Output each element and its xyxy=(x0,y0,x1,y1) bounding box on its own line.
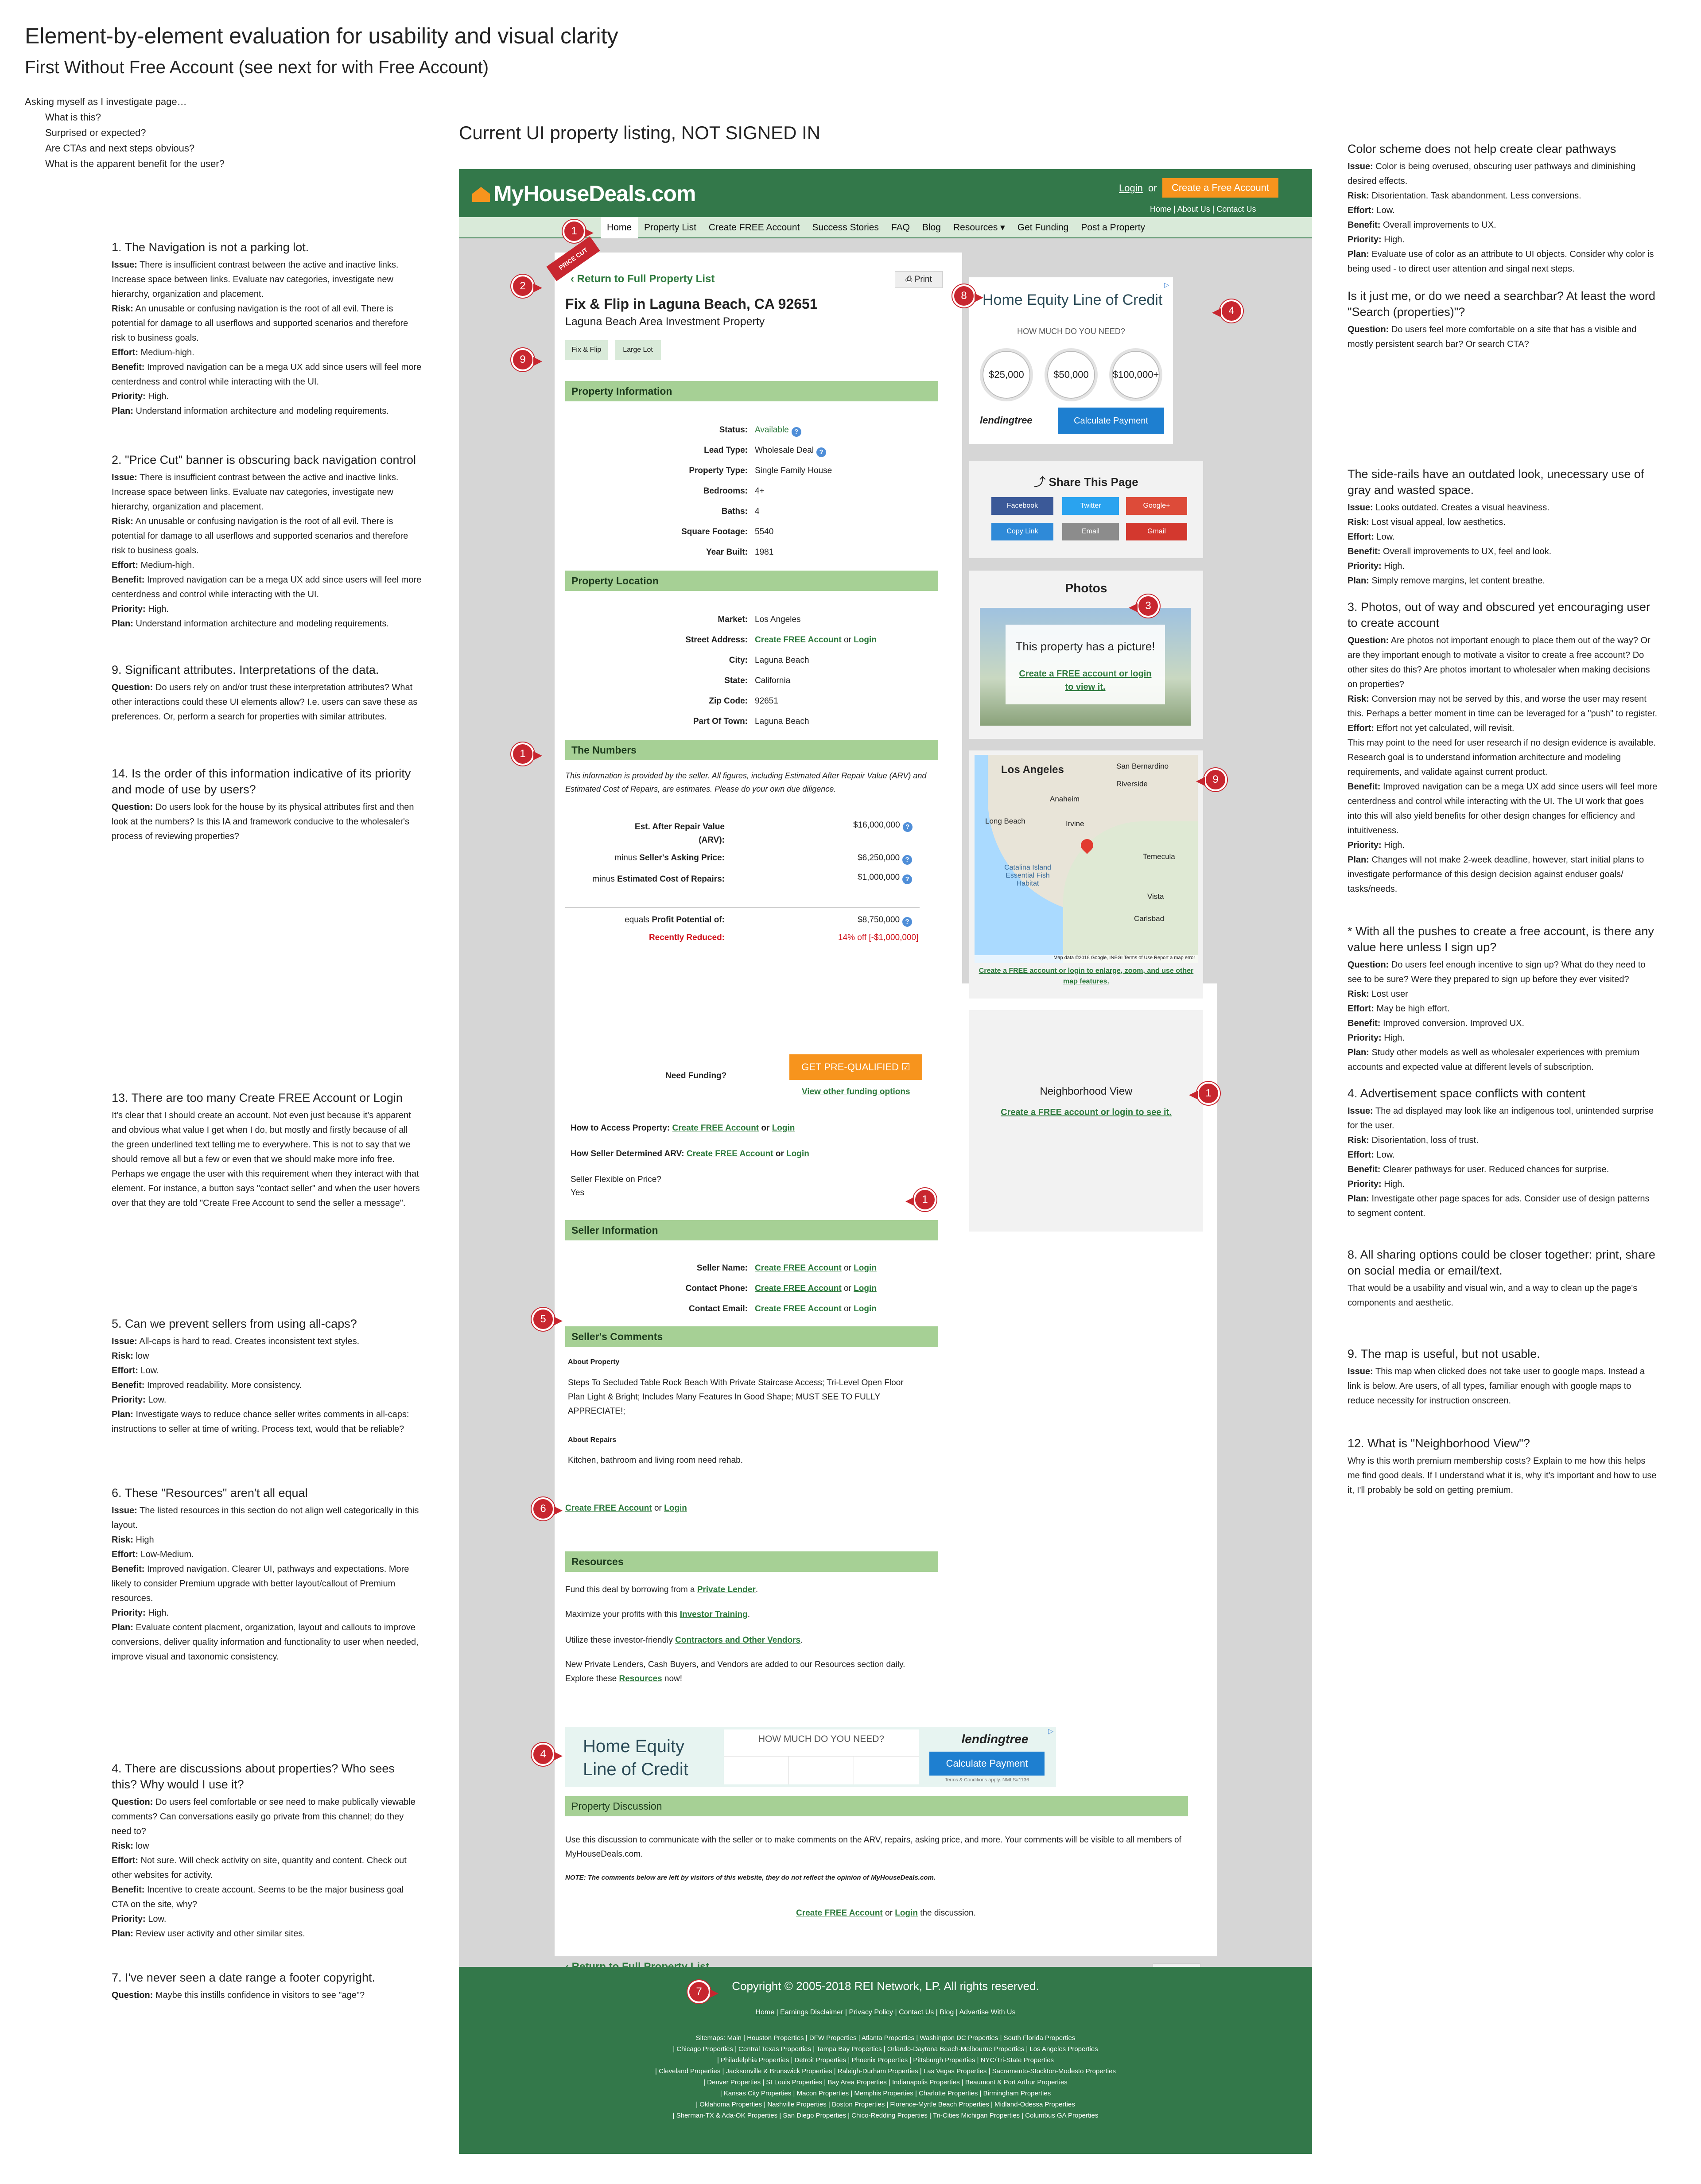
left-note xyxy=(112,1760,422,1941)
share-title: ⤴ Share This Page xyxy=(1034,475,1138,489)
note-line: Plan: Study other models as well as wholesaler experiences with premium accounts and expected value at different levels of subscription. xyxy=(1348,1048,1640,1072)
nav-item[interactable]: Blog xyxy=(922,222,941,233)
neighborhood-title: Neighborhood View xyxy=(1040,1085,1133,1097)
info-row: Year Built: 1981 xyxy=(706,548,774,557)
twitter-button[interactable]: Twitter xyxy=(1062,497,1119,515)
discussion-text: Use this discussion to communicate with the seller or to make comments on the ARV, repairs, asking price, and more. Your comments will be visible to all members of MyHouseDeals.com. xyxy=(565,1835,1181,1859)
funding-options-link[interactable]: View other funding options xyxy=(802,1087,910,1096)
info-row: Status: Available ? xyxy=(565,425,938,445)
note-line: Issue: This map when clicked does not take user to google maps. Instead a link is below. Are users, of all types, familiar enough with google maps to reduce necessity for instruction onscreen. xyxy=(1348,1367,1645,1406)
badge-5: 5 xyxy=(532,1308,555,1331)
badge-2: 2 xyxy=(511,275,534,298)
about-property-text: Steps To Secluded Table Rock Beach With Private Staircase Access; Tri-Level Open Floor Plan Light & Bright; Includes Many Features In Good Shape; MUST SEE TO FULLY APPRECIATE!; xyxy=(568,1378,904,1416)
badge-6: 6 xyxy=(532,1497,555,1520)
property-title: Fix & Flip in Laguna Beach, CA 92651 xyxy=(565,296,818,312)
note-line: Benefit: Overall improvements to UX, feel and look. xyxy=(1348,547,1552,556)
ui-title: Current UI property listing, NOT SIGNED IN xyxy=(459,122,821,143)
note-title: 3. Photos, out of way and obscured yet encouraging user to create account xyxy=(1348,600,1650,630)
info-row: Market: Los Angeles xyxy=(718,615,801,624)
note-title: 4. There are discussions about properties? Who sees this? Why would I use it? xyxy=(112,1762,395,1791)
note-line: Issue: Color is being overused, obscuring user pathways and diminishing desired effects. xyxy=(1348,162,1636,186)
info-row: Part Of Town: Laguna Beach xyxy=(693,717,809,726)
note-line: Issue: All-caps is hard to read. Creates inconsistent text styles. xyxy=(112,1337,360,1346)
ad-question: HOW MUCH DO YOU NEED? xyxy=(1017,327,1125,336)
seller-row: Contact Phone: Create FREE Account or Login xyxy=(685,1284,877,1293)
help-icon[interactable]: ? xyxy=(792,427,801,437)
note-line: Priority: Low. xyxy=(112,1914,167,1924)
note-line: Priority: High. xyxy=(112,392,169,401)
badge-8: 8 xyxy=(952,284,975,307)
ad-wide-option[interactable] xyxy=(789,1757,854,1784)
note-line: Risk: An unusable or confusing navigation is the root of all evil. There is potential for damage to all userflows and supported scenarios and therefore risk to business goals. xyxy=(112,304,408,343)
note-line: Plan: Review user activity and other similar sites. xyxy=(112,1929,305,1939)
photos-box xyxy=(969,571,1203,739)
login-link[interactable]: Login xyxy=(1119,183,1143,194)
note-line: Plan: Investigate ways to reduce chance seller writes comments in all-caps: instructions to seller at time of writing. Process text, would that be reliable? xyxy=(112,1410,409,1434)
resource-lender: Fund this deal by borrowing from a Private Lender. xyxy=(565,1585,758,1594)
comments-cta: Create FREE Account or Login xyxy=(565,1504,687,1513)
ad-wide-title: Home Equity Line of Credit xyxy=(583,1737,688,1779)
info-row: Lead Type: Wholesale Deal ? xyxy=(565,446,938,465)
section-seller: Seller Information xyxy=(565,1220,938,1240)
ad-box[interactable] xyxy=(969,277,1173,444)
note-line: Risk: Conversion may not be served by this, and worse the user may resent this. Perhaps a better moment in time can be leveraged for a "push" to register. xyxy=(1348,694,1658,719)
sitemap-line[interactable]: | Denver Properties | St Louis Properties | Bay Area Properties | Indianapolis Properties | Beaumont & Port Arthur Properties xyxy=(703,2079,1068,2086)
note-line: Risk: low xyxy=(112,1841,149,1851)
print-button[interactable]: ⎙ Print xyxy=(895,271,943,288)
note-line: That would be a usability and visual win, and a way to clean up the page's components and aesthetic. xyxy=(1348,1283,1638,1308)
footer-links[interactable]: Home | Earnings Disclaimer | Privacy Policy | Contact Us | Blog | Advertise With Us xyxy=(755,2009,1016,2016)
right-note xyxy=(1348,923,1658,1075)
about-repairs-text: Kitchen, bathroom and living room need rehab. xyxy=(568,1456,743,1465)
price-cut-ribbon: PRICE CUT xyxy=(546,236,600,281)
note-line: Effort: May be high effort. xyxy=(1348,1004,1450,1014)
profit-value: $8,750,000 ? xyxy=(858,915,912,927)
note-line: Effort: Medium-high. xyxy=(112,348,194,358)
nav-item[interactable]: Success Stories xyxy=(812,222,879,233)
map-attribution: Map data ©2018 Google, INEGI Terms of Use Report a map error xyxy=(975,955,1198,963)
footer xyxy=(459,1967,1312,2154)
photo-cta[interactable]: Create a FREE account or login to view it. xyxy=(1019,669,1152,692)
divider xyxy=(565,907,920,908)
note-line: Question: Do users feel more comfortable on a site that has a visible and mostly persistent search bar? Or search CTA? xyxy=(1348,325,1637,349)
note-line: Effort: Low-Medium. xyxy=(112,1550,194,1559)
numbers-table xyxy=(565,820,946,989)
note-line: Priority: Low. xyxy=(112,1395,167,1405)
note-title: 9. Significant attributes. Interpretations of the data. xyxy=(112,663,379,676)
note-line: Effort: Low. xyxy=(1348,532,1395,542)
note-line: Benefit: Improved conversion. Improved UX. xyxy=(1348,1018,1525,1028)
badge-1: 1 xyxy=(913,1188,936,1211)
right-note xyxy=(1348,1435,1658,1498)
ad-wide-option[interactable] xyxy=(724,1757,789,1784)
note-line: Risk: Lost user xyxy=(1348,989,1408,999)
resource-vendors: Utilize these investor-friendly Contractors and Other Vendors. xyxy=(565,1636,803,1645)
numbers-disclaimer: This information is provided by the seller. All figures, including Estimated After Repair Value (ARV) and Estimated Cost of Repairs, are estimates. Please do your own due diligence. xyxy=(565,771,927,793)
note-line: Risk: Disorientation. Task abandonment. Less conversions. xyxy=(1348,191,1581,201)
tag-fix-flip[interactable]: Fix & Flip xyxy=(565,340,608,360)
right-note xyxy=(1348,288,1658,352)
ad-wide-brand: lendingtree xyxy=(961,1732,1029,1746)
chevron-left-icon: ‹ xyxy=(571,273,577,285)
note-title: * With all the pushes to create a free account, is there any value here unless I sign up? xyxy=(1348,925,1654,954)
seller-row: Contact Email: Create FREE Account or Login xyxy=(688,1304,877,1314)
note-line: Issue: There is insufficient contrast between the active and inactive links. Increase space between links. Evaluate nav categories, investigate new hierarchy, organization and placement. xyxy=(112,473,399,512)
map-label: Carlsbad xyxy=(1134,914,1165,923)
info-row: State: California xyxy=(724,676,791,685)
note-line: Priority: High. xyxy=(1348,840,1405,850)
note-line: Question: Do users feel enough incentive to sign up? What do they need to see to be sure? Were they prepared to sign up before they ever visited? xyxy=(1348,960,1646,984)
note-line: Question: Are photos not important enough to place them out of the way? Or are they important enough to motivate a visitor to create a free account? Do other sites do this? Are photos imortant to wholesaler when making decisions on properties? xyxy=(1348,636,1651,689)
note-line: Effort: Medium-high. xyxy=(112,560,194,570)
resource-more: New Private Lenders, Cash Buyers, and Vendors are added to our Resources section daily. Explore these Resources now! xyxy=(565,1660,905,1683)
map-label: Temecula xyxy=(1143,852,1175,861)
note-line: Question: Do users feel comfortable or see need to make publically viewable comments? Can conversations easily go private from this channel; do they need to? xyxy=(112,1797,416,1836)
neighborhood-cta[interactable]: Create a FREE account or login to see it. xyxy=(1001,1108,1172,1117)
note-line: Plan: Evaluate use of color as an attribute to UI objects. Consider why color is being used - to direct user attention and singal next steps. xyxy=(1348,249,1654,274)
listing-page xyxy=(555,246,1217,1956)
note-line: Benefit: Incentive to create account. Seems to be the major business goal CTA on the site, why? xyxy=(112,1885,404,1909)
note-line: Priority: High. xyxy=(1348,235,1405,245)
profit-label: equals Profit Potential of: xyxy=(625,915,725,925)
right-note xyxy=(1348,599,1658,897)
ui-frame xyxy=(459,169,1312,2154)
note-line: Issue: The listed resources in this section do not align well categorically in this layout. xyxy=(112,1506,419,1530)
note-line: Issue: There is insufficient contrast between the active and inactive links. Increase space between links. Evaluate nav categories, investigate new hierarchy, organization and placement. xyxy=(112,260,399,299)
discussion-note: NOTE: The comments below are left by visitors of this website, they do not reflect the opinion of MyHouseDeals.com. xyxy=(565,1874,936,1881)
sitemap-line[interactable]: | Kansas City Properties | Macon Properties | Memphis Properties | Charlotte Properties | Birmingham Properties xyxy=(720,2090,1051,2097)
info-row: Zip Code: 92651 xyxy=(709,696,778,706)
badge-1: 1 xyxy=(1197,1082,1220,1105)
map-box xyxy=(969,750,1203,999)
note-line: Benefit: Improved readability. More consistency. xyxy=(112,1380,302,1390)
ad-wide-question: HOW MUCH DO YOU NEED? xyxy=(758,1734,885,1744)
note-title: 7. I've never seen a date range a footer copyright. xyxy=(112,1971,376,1984)
badge-1: 1 xyxy=(511,742,534,766)
badge-3: 3 xyxy=(1137,595,1160,618)
info-row: Square Footage: 5540 xyxy=(681,527,774,536)
about-property-heading: About Property xyxy=(568,1358,620,1366)
nav-item[interactable]: Post a Property xyxy=(1081,222,1146,233)
asking-questions: Asking myself as I investigate page… What is this? Surprised or expected? Are CTAs and next steps obvious? What is the apparent benefit for the user? xyxy=(25,96,225,169)
ad-brand: lendingtree xyxy=(980,415,1033,426)
printer-icon: ⎙ xyxy=(905,275,915,284)
note-title: 8. All sharing options could be closer together: print, share on social media or email/text. xyxy=(1348,1248,1655,1277)
asking-value: $6,250,000 ? xyxy=(858,853,912,865)
resource-training: Maximize your profits with this Investor Training. xyxy=(565,1610,750,1619)
arv-value: $16,000,000 ? xyxy=(853,820,913,832)
repairs-label: minus Estimated Cost of Repairs: xyxy=(592,874,725,884)
map-label: Riverside xyxy=(1116,780,1148,788)
note-title: 1. The Navigation is not a parking lot. xyxy=(112,241,309,254)
top-bar xyxy=(459,169,1312,217)
neighborhood-box xyxy=(969,1010,1203,1232)
top-links[interactable]: Home | About Us | Contact Us xyxy=(1150,205,1256,214)
note-line: Priority: High. xyxy=(112,604,169,614)
email-button[interactable]: Email xyxy=(1062,523,1119,540)
help-icon[interactable]: ? xyxy=(816,447,826,457)
help-icon[interactable]: ? xyxy=(902,917,912,927)
note-line: Risk: low xyxy=(112,1351,149,1361)
note-title: 12. What is "Neighborhood View"? xyxy=(1348,1437,1530,1450)
map-view[interactable] xyxy=(975,755,1198,963)
note-line: Priority: High. xyxy=(1348,561,1405,571)
sitemap-line[interactable]: | Cleveland Properties | Jacksonville & Brunswick Properties | Raleigh-Durham Properties | Las Vegas Properties | Sacramento-Stockton-Modesto Properties xyxy=(655,2067,1116,2075)
section-location: Property Location xyxy=(565,571,938,591)
sitemap-line[interactable]: | Oklahoma Properties | Nashville Properties | Boston Properties | Florence-Myrtle Beach Properties | Midland-Odessa Properties xyxy=(696,2101,1075,2108)
ad-amount-option[interactable]: $100,000+ xyxy=(1109,348,1162,401)
back-link[interactable]: ‹ Return to Full Property List xyxy=(571,273,715,285)
map-label: Los Angeles xyxy=(1001,764,1064,776)
site-logo[interactable]: MyHouseDeals.com xyxy=(472,181,695,206)
arv-determined-row: How Seller Determined ARV: Create FREE Account or Login xyxy=(571,1149,809,1158)
note-line: Benefit: Improved navigation can be a mega UX add since users will feel more centerdness and control while interacting with the UI. xyxy=(112,575,422,599)
sitemap-line[interactable]: | Sherman-TX & Ada-OK Properties | San Diego Properties | Chico-Redding Properties | Tri-Cities Michigan Properties | Columbus GA Properties xyxy=(672,2112,1099,2119)
info-row: Property Type: Single Family House xyxy=(689,466,832,475)
note-title: Is it just me, or do we need a searchbar? At least the word "Search (properties)"? xyxy=(1348,289,1655,319)
note-line: Issue: The ad displayed may look like an indigenous tool, unintended surprise for the user. xyxy=(1348,1106,1654,1131)
help-icon[interactable]: ? xyxy=(902,874,912,884)
left-note xyxy=(112,452,422,631)
funding-label: Need Funding? xyxy=(665,1071,727,1080)
map-label: San Bernardino xyxy=(1116,762,1169,770)
asking-label: minus Seller's Asking Price: xyxy=(614,853,725,863)
note-line: Priority: High. xyxy=(1348,1179,1405,1189)
copy-link-button[interactable]: Copy Link xyxy=(991,523,1053,540)
arv-label: Est. After Repair Value (ARV): xyxy=(634,822,725,845)
property-subtitle: Laguna Beach Area Investment Property xyxy=(565,315,765,328)
nav-item[interactable]: FAQ xyxy=(891,222,910,233)
photo-placeholder[interactable] xyxy=(980,608,1191,726)
note-line: Benefit: Improved navigation can be a mega UX add since users will feel more centerdness and control while interacting with the UI. The UI work that goes into this will also yield benefits for other design changes for efficiency and intuitiveness. xyxy=(1348,782,1658,836)
sitemaps[interactable] xyxy=(459,2032,1312,2121)
note-line: Benefit: Clearer pathways for user. Reduced chances for surprise. xyxy=(1348,1165,1609,1174)
left-note xyxy=(112,662,422,724)
note-title: 5. Can we prevent sellers from using all-caps? xyxy=(112,1317,357,1330)
sitemap-line[interactable]: | Chicago Properties | Central Texas Properties | Tampa Bay Properties | Orlando-Daytona Beach-Melbourne Properties | Los Angeles Properties xyxy=(673,2045,1098,2053)
doc-title: Element-by-element evaluation for usability and visual clarity xyxy=(25,23,618,48)
seller-row: Seller Name: Create FREE Account or Login xyxy=(696,1263,877,1273)
badge-4: 4 xyxy=(1220,299,1243,323)
note-title: 6. These "Resources" aren't all equal xyxy=(112,1486,308,1500)
ad-title: Home Equity Line of Credit xyxy=(983,291,1163,308)
note-line: Risk: An unusable or confusing navigation is the root of all evil. There is potential for damage to all userflows and supported scenarios and therefore risk to business goals. xyxy=(112,517,408,556)
share-icon: ⤴ xyxy=(1034,475,1049,489)
note-line: Effort: Low. xyxy=(112,1366,159,1376)
note-line: Plan: Understand information architecture and modeling requirements. xyxy=(112,406,389,416)
section-discussion: Property Discussion xyxy=(565,1796,1188,1816)
badge-9: 9 xyxy=(1204,768,1227,791)
note-line: Risk: Lost visual appeal, low aesthetics. xyxy=(1348,517,1506,527)
or-text: or xyxy=(1148,183,1157,194)
gmail-button[interactable]: Gmail xyxy=(1126,523,1187,540)
note-title: The side-rails have an outdated look, unecessary use of gray and wasted space. xyxy=(1348,467,1644,497)
note-title: 2. "Price Cut" banner is obscuring back navigation control xyxy=(112,453,416,466)
photos-title: Photos xyxy=(1065,581,1107,595)
nav-item[interactable]: Home xyxy=(601,217,638,238)
ad-wide-options xyxy=(724,1756,919,1784)
badge-4: 4 xyxy=(532,1743,555,1766)
info-row: Street Address: Create FREE Account or Login xyxy=(685,635,877,645)
about-repairs-heading: About Repairs xyxy=(568,1436,617,1444)
note-line: Plan: Evaluate content placment, organization, layout and callouts to improve conversions, deliver quality information and functionality to user when needed, improve visual and taxonomic consistency. xyxy=(112,1623,419,1662)
note-line: Risk: High xyxy=(112,1535,154,1545)
right-note xyxy=(1348,466,1658,588)
left-note xyxy=(112,1485,422,1664)
nav-items xyxy=(601,217,1151,238)
note-line: Effort: Effort not yet calculated, will revisit. xyxy=(1348,723,1515,733)
photo-overlay xyxy=(1006,625,1165,704)
adchoices-icon[interactable]: ▷ xyxy=(1164,281,1169,289)
note-line: Plan: Investigate other page spaces for ads. Consider use of design patterns to segment content. xyxy=(1348,1194,1650,1218)
right-note xyxy=(1348,1346,1658,1408)
section-property-info: Property Information xyxy=(565,381,938,401)
map-label: Long Beach xyxy=(985,817,1025,825)
section-comments: Seller's Comments xyxy=(565,1326,938,1347)
note-line: Benefit: Improved navigation can be a mega UX add since users will feel more centerdness and control while interacting with the UI. xyxy=(112,362,422,387)
create-account-button[interactable]: Create a Free Account xyxy=(1162,178,1278,198)
nav-item[interactable]: Create FREE Account xyxy=(708,222,800,233)
nav-item[interactable]: Resources ▾ xyxy=(953,222,1005,233)
discussion-cta: Create FREE Account or Login the discussion. xyxy=(796,1908,976,1918)
access-row: How to Access Property: Create FREE Account or Login xyxy=(571,1123,795,1133)
info-row: Bedrooms: 4+ xyxy=(703,486,765,496)
badge-9: 9 xyxy=(511,348,534,371)
info-row: City: Laguna Beach xyxy=(729,656,809,665)
note-title: 9. The map is useful, but not usable. xyxy=(1348,1347,1540,1360)
ad-banner-wide[interactable] xyxy=(565,1727,1056,1787)
flex-value: Yes xyxy=(571,1188,584,1197)
left-note xyxy=(112,766,422,844)
note-title: 13. There are too many Create FREE Account or Login xyxy=(112,1091,403,1104)
help-icon[interactable]: ? xyxy=(903,822,913,832)
photo-message: This property has a picture! xyxy=(1015,640,1155,653)
copyright: Copyright © 2005-2018 REI Network, LP. All rights reserved. xyxy=(732,1979,1039,1993)
note-line: Question: Do users look for the house by its physical attributes first and then look at the numbers? Is this IA and framework conducive to the wholesaler's process of reviewing properties? xyxy=(112,802,414,841)
adchoices-icon[interactable]: ▷ xyxy=(1048,1728,1054,1735)
note-line: Priority: High. xyxy=(1348,1033,1405,1043)
sitemap-line[interactable]: Sitemaps: Main | Houston Properties | DFW Properties | Atlanta Properties | Washington DC Properties | South Florida Properties xyxy=(695,2034,1076,2042)
note-title: 14. Is the order of this information indicative of its priority and mode of use by users? xyxy=(112,767,411,796)
note-line: Plan: Changes will not make 2-week deadline, however, start initial plans to investigate performance of this design decision against enduser goals/ tasks/needs. xyxy=(1348,855,1644,894)
map-label: Irvine xyxy=(1066,820,1084,828)
ad-wide-option[interactable] xyxy=(854,1757,919,1784)
repairs-value: $1,000,000 ? xyxy=(858,873,912,884)
map-label: Vista xyxy=(1147,892,1164,901)
ad-calculate-button[interactable]: Calculate Payment xyxy=(1058,408,1164,434)
badge-7: 7 xyxy=(687,1980,711,2003)
ad-amount-option[interactable]: $25,000 xyxy=(980,348,1033,401)
note-line: Plan: Understand information architecture and modeling requirements. xyxy=(112,619,389,629)
google-plus-button[interactable]: Google+ xyxy=(1126,497,1187,515)
note-line: Question: Do users rely on and/or trust these interpretation attributes? What other interactions could these UI elements allow? I.e. users can save these as preferences. Or, perform a search for properties with similar attributes. xyxy=(112,683,418,722)
info-row: Baths: 4 xyxy=(721,507,760,516)
right-note xyxy=(1348,1085,1658,1221)
note-line: Question: Maybe this instills confidence in visitors to see "age"? xyxy=(112,1990,365,2000)
note-line: Effort: Low. xyxy=(1348,1150,1395,1160)
right-note xyxy=(1348,141,1658,276)
badge-1: 1 xyxy=(563,220,586,243)
section-resources: Resources xyxy=(565,1551,938,1572)
note-line: Issue: Looks outdated. Creates a visual heaviness. xyxy=(1348,503,1550,513)
tag-large-lot[interactable]: Large Lot xyxy=(615,340,661,360)
house-icon xyxy=(472,187,490,202)
section-numbers: The Numbers xyxy=(565,740,938,760)
map-label: Catalina Island Essential Fish Habitat xyxy=(1004,864,1051,887)
flex-label: Seller Flexible on Price? xyxy=(571,1175,661,1184)
reduced-value: 14% off [-$1,000,000] xyxy=(838,933,919,942)
left-note xyxy=(112,239,422,419)
share-box xyxy=(969,461,1203,558)
nav-item[interactable]: Property List xyxy=(644,222,696,233)
doc-subtitle: First Without Free Account (see next for with Free Account) xyxy=(25,58,489,77)
ad-wide-form xyxy=(724,1729,919,1784)
note-line: Risk: Disorientation, loss of trust. xyxy=(1348,1135,1479,1145)
ad-wide-terms: Terms & Conditions apply. NMLS#1136 xyxy=(944,1777,1029,1783)
note-line: Effort: Low. xyxy=(1348,206,1395,215)
note-line: Benefit: Improved navigation. Clearer UI, pathways and expectations. More likely to consider Premium upgrade with better layout/callout of Premium resources. xyxy=(112,1564,409,1603)
note-line: Plan: Simply remove margins, let content breathe. xyxy=(1348,576,1545,586)
right-note xyxy=(1348,1247,1658,1310)
facebook-button[interactable]: Facebook xyxy=(991,497,1053,515)
note-title: Color scheme does not help create clear pathways xyxy=(1348,142,1616,155)
left-note xyxy=(112,1970,422,2003)
help-icon[interactable]: ? xyxy=(902,855,912,865)
note-title: 4. Advertisement space conflicts with content xyxy=(1348,1087,1586,1100)
sitemap-line[interactable]: | Philadelphia Properties | Detroit Properties | Phoenix Properties | Pittsburgh Properties | NYC/Tri-State Properties xyxy=(717,2056,1054,2064)
ad-amount-option[interactable]: $50,000 xyxy=(1045,348,1098,401)
map-cta[interactable]: Create a FREE account or login to enlarge, zoom, and use other map features. xyxy=(979,967,1194,985)
prequalify-button[interactable]: GET PRE-QUALIFIED ☑ xyxy=(789,1054,922,1080)
note-line: Priority: High. xyxy=(112,1608,169,1618)
ad-wide-cta[interactable]: Calculate Payment xyxy=(929,1752,1045,1776)
nav-item[interactable]: Get Funding xyxy=(1017,222,1069,233)
note-line: It's clear that I should create an account. Not even just because it's apparent and obvious what value I get when I do, but mostly and firstly because of all the green underlined text telling me to everywhere. This is not to say that we should remove all but a few or even that we should make more info free. Perhaps we engage the user with this requirement when they interact with that element. For instance, a button says "contact seller" and when the user hovers over that they are told "Create Free Account to send the seller a message". xyxy=(112,1111,420,1208)
note-line: Why is this worth premium membership costs? Explain to me how this helps me find good deals. If I understand what it is, why it's important and how to use it, I'll probably be sold on getting premium. xyxy=(1348,1456,1657,1495)
left-note xyxy=(112,1316,422,1437)
note-line: This may point to the need for user research if no design evidence is available. Research goal is to understand information architecture and modeling requirements, and validate against current product. xyxy=(1348,738,1656,777)
note-line: Benefit: Overall improvements to UX. xyxy=(1348,220,1496,230)
note-line: Effort: Not sure. Will check activity on site, quantity and content. Check out other websites for activity. xyxy=(112,1856,407,1880)
reduced-label: Recently Reduced: xyxy=(649,933,725,942)
left-note xyxy=(112,1090,422,1211)
map-label: Anaheim xyxy=(1050,795,1080,803)
